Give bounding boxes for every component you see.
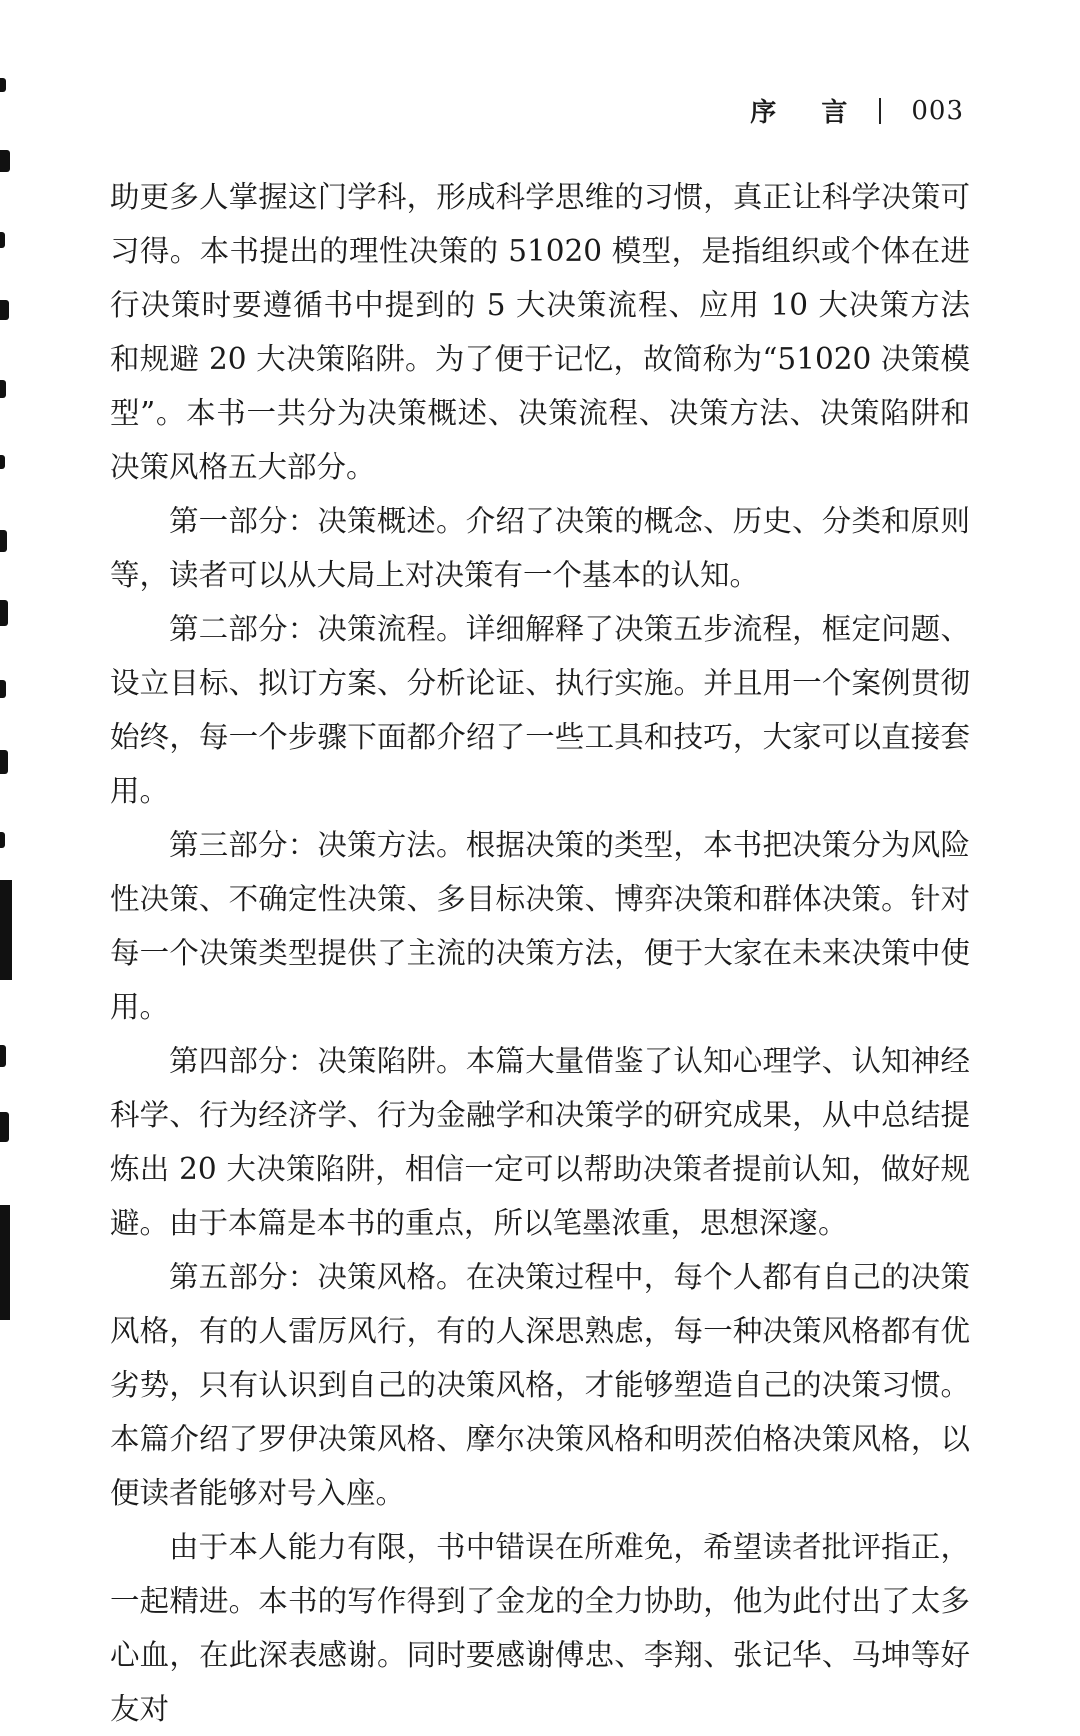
header-divider	[879, 98, 881, 124]
paragraph-part-one: 第一部分：决策概述。介绍了决策的概念、历史、分类和原则等，读者可以从大局上对决策有一个基本的认知。	[110, 504, 970, 592]
paragraph-part-two: 第二部分：决策流程。详细解释了决策五步流程，框定问题、设立目标、拟订方案、分析论证、执行实施。并且用一个案例贯彻始终，每一个步骤下面都介绍了一些工具和技巧，大家可以直接套用。	[110, 612, 970, 808]
page-number: 003	[911, 95, 964, 126]
paragraph-part-five: 第五部分：决策风格。在决策过程中，每个人都有自己的决策风格，有的人雷厉风行，有的人深思熟虑，每一种决策风格都有优劣势，只有认识到自己的决策风格，才能够塑造自己的决策习惯。本篇介绍了罗伊决策风格、摩尔决策风格和明茨伯格决策风格，以便读者能够对号入座。	[110, 1260, 970, 1510]
scan-edge-artifacts	[0, 0, 20, 1601]
paragraph-continued: 助更多人掌握这门学科，形成科学思维的习惯，真正让科学决策可习得。本书提出的理性决策的 51020 模型，是指组织或个体在进行决策时要遵循书中提到的 5 大决策流程、应用 10 大决策方法和规避 20 大决策陷阱。为了便于记忆，故简称为“51020 决策模型”。本书一共分为决策概述、决策流程、决策方法、决策陷阱和决策风格五大部分。	[110, 180, 970, 484]
paragraph-part-four: 第四部分：决策陷阱。本篇大量借鉴了认知心理学、认知神经科学、行为经济学、行为金融学和决策学的研究成果，从中总结提炼出 20 大决策陷阱，相信一定可以帮助决策者提前认知，做好规避。由于本篇是本书的重点，所以笔墨浓重，思想深邃。	[110, 1044, 970, 1240]
page-body	[110, 170, 970, 1736]
paragraph-acknowledgements: 由于本人能力有限，书中错误在所难免，希望读者批评指正，一起精进。本书的写作得到了金龙的全力协助，他为此付出了太多心血，在此深表感谢。同时要感谢傅忠、李翔、张记华、马坤等好友对	[110, 1530, 970, 1726]
paragraph-part-three: 第三部分：决策方法。根据决策的类型，本书把决策分为风险性决策、不确定性决策、多目标决策、博弈决策和群体决策。针对每一个决策类型提供了主流的决策方法，便于大家在未来决策中使用。	[110, 828, 970, 1024]
running-header	[750, 92, 964, 129]
section-title: 序 言	[750, 98, 866, 128]
